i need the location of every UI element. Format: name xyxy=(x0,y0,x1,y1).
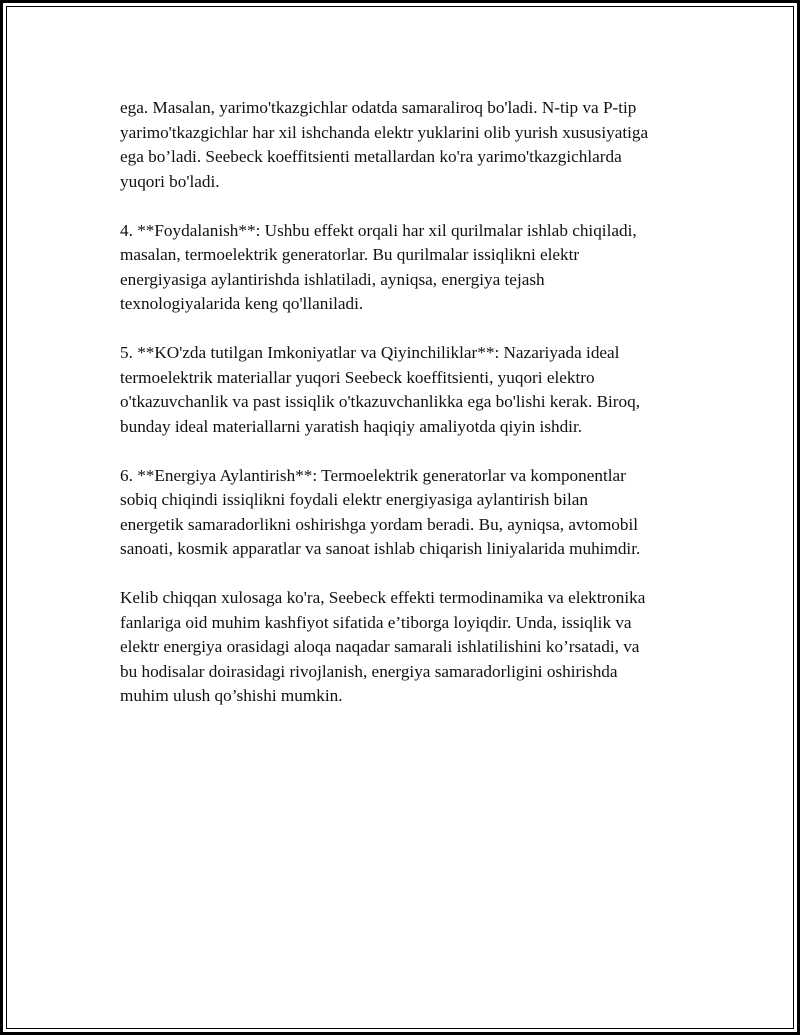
paragraph-conclusion xyxy=(120,586,690,709)
text-line: sobiq chiqindi issiqlikni foydali elektr energiyasiga aylantirish bilan xyxy=(120,490,588,509)
text-line: yuqori bo'ladi. xyxy=(120,171,220,191)
text-line: ega. Masalan, yarimo'tkazgichlar odatda samaraliroq bo'ladi. N-tip va P-tip xyxy=(120,98,637,117)
paragraph-imkoniyatlar xyxy=(120,341,690,439)
text-line: bu hodisalar doirasidagi rivojlanish, energiya samaradorligini oshirishda xyxy=(120,661,618,681)
text-line: ega bo’ladi. Seebeck koeffitsienti metallardan ko'ra yarimo'tkazgichlarda xyxy=(120,147,622,166)
text-line: elektr energiya orasidagi aloqa naqadar samarali ishlatilishini ko’rsatadi, va xyxy=(120,637,640,656)
text-line: muhim ulush qo’shishi mumkin. xyxy=(120,686,343,705)
text-line: Kelib chiqqan xulosaga ko'ra, Seebeck effekti termodinamika va elektronika xyxy=(120,588,646,607)
paragraph-foydalanish xyxy=(120,219,690,317)
text-line: yarimo'tkazgichlar har xil ishchanda elektr yuklarini olib yurish xususiyatiga xyxy=(120,122,649,142)
text-line: sanoati, kosmik apparatlar va sanoat ishlab chiqarish liniyalarida muhimdir. xyxy=(120,539,641,558)
paragraph-seebeck-semiconductors xyxy=(120,96,690,194)
text-line: texnologiyalarida keng qo'llaniladi. xyxy=(120,294,364,313)
text-line: masalan, termoelektrik generatorlar. Bu qurilmalar issiqlikni elektr xyxy=(120,245,580,264)
text-line: termoelektrik materiallar yuqori Seebeck koeffitsienti, yuqori elektro xyxy=(120,367,595,387)
paragraph-energiya-aylantirish xyxy=(120,464,690,562)
document-body xyxy=(120,96,690,709)
text-line: bunday ideal materiallarni yaratish haqiqiy amaliyotda qiyin ishdir. xyxy=(120,416,583,436)
text-line: 6. **Energiya Aylantirish**: Termoelektrik generatorlar va komponentlar xyxy=(120,465,626,485)
text-line: energetik samaradorlikni oshirishga yordam beradi. Bu, ayniqsa, avtomobil xyxy=(120,514,639,534)
text-line: 5. **KO'zda tutilgan Imkoniyatlar va Qiyinchiliklar**: Nazariyada ideal xyxy=(120,343,620,362)
text-line: 4. **Foydalanish**: Ushbu effekt orqali har xil qurilmalar ishlab chiqiladi, xyxy=(120,220,637,240)
text-line: o'tkazuvchanlik va past issiqlik o'tkazuvchanlikka ega bo'lishi kerak. Biroq, xyxy=(120,392,641,411)
text-line: fanlariga oid muhim kashfiyot sifatida e’tiborga loyiqdir. Unda, issiqlik va xyxy=(120,612,632,632)
text-line: energiyasiga aylantirishda ishlatiladi, ayniqsa, energiya tejash xyxy=(120,269,545,289)
